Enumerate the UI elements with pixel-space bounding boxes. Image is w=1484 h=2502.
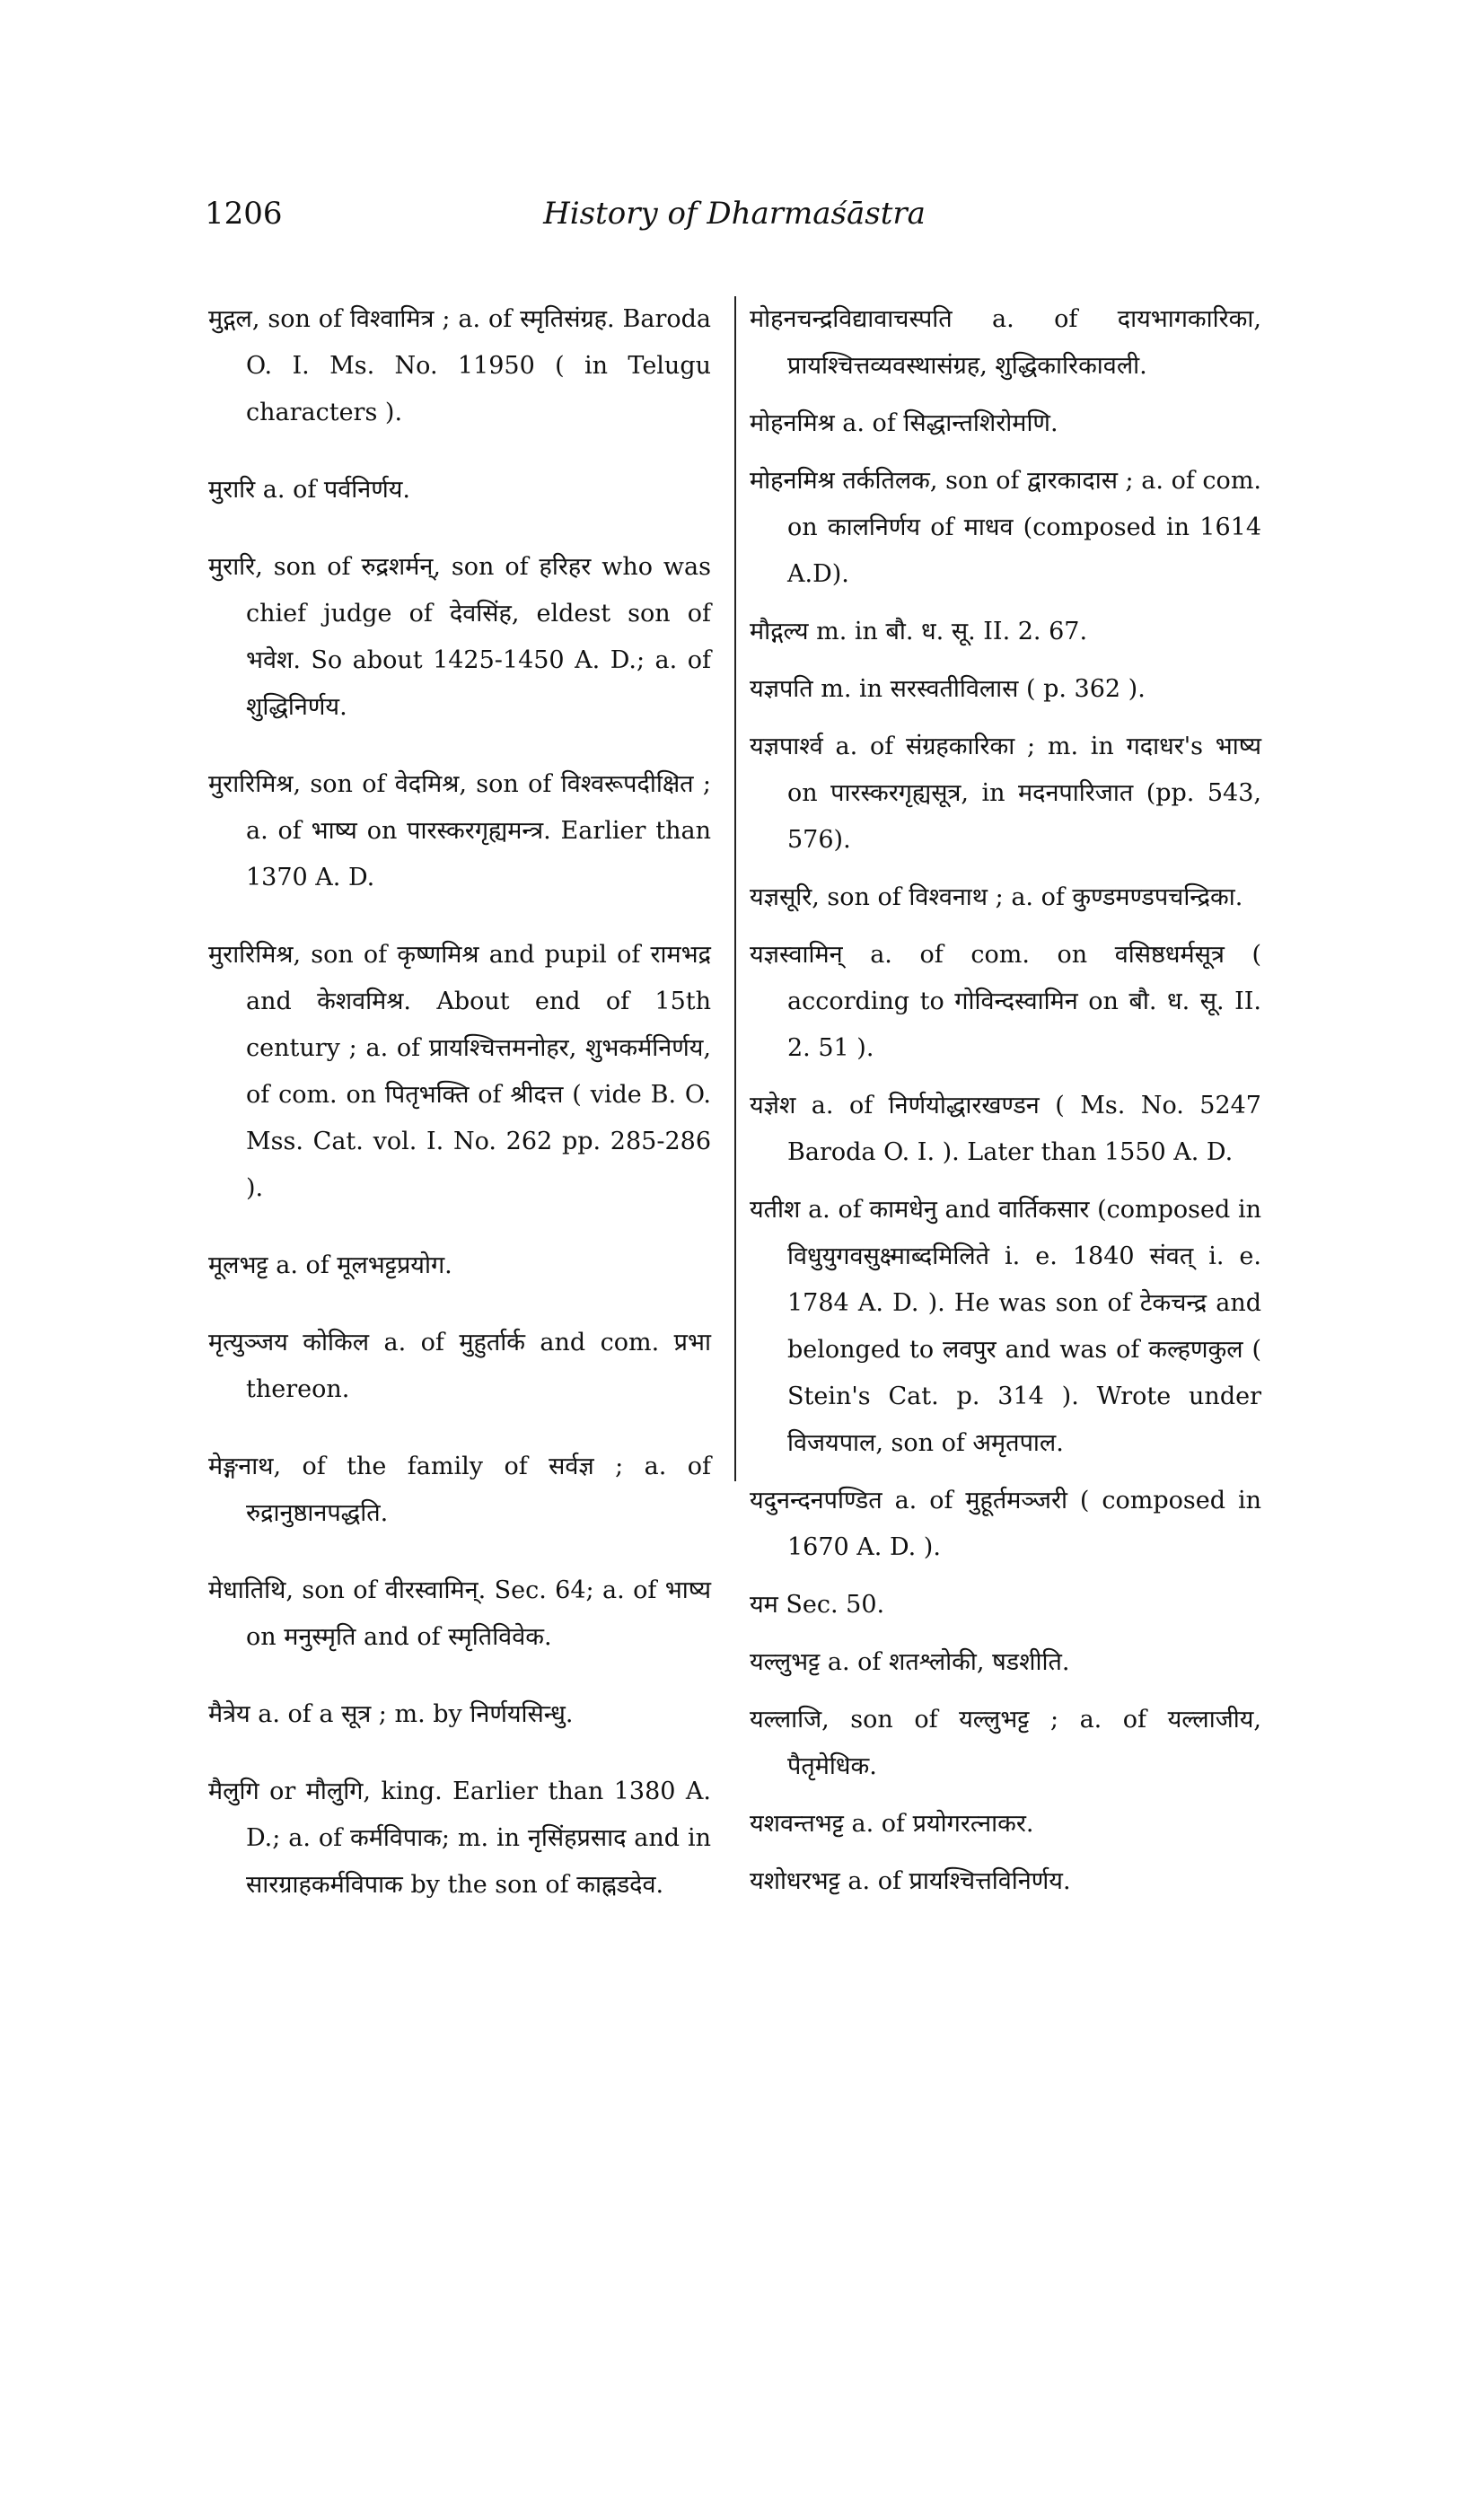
index-entry: मुरारि a. of पर्वनिर्णय.: [208, 476, 410, 504]
index-entry: मुरारिमिश्र, son of कृष्णमिश्र and pupil of रामभद्र and केशवमिश्र. About end of 15th century ; a. of प्रायश्चित्तमनोहर, शुभकर्मनिर्णय, of com. on पितृभक्ति of श्रीदत्त ( vide B. O. Mss. Cat. vol. I. No. 262 pp. 285-286 ).: [208, 941, 711, 1202]
index-entry: यज्ञेश a. of निर्णयोद्धारखण्डन ( Ms. No. 5247 Baroda O. I. ). Later than 1550 A. D.: [750, 1092, 1261, 1166]
index-entry: यतीश a. of कामधेनु and वार्तिकसार (composed in विधुयुगवसुक्ष्माब्दमिलिते i. e. 1840 संवत् i. e. 1784 A. D. ). He was son of टेकचन्द्र and belonged to लवपुर and was of कल्हणकुल ( Stein's Cat. p. 314 ). Wrote under विजयपाल, son of अमृतपाल.: [750, 1196, 1261, 1457]
page-number: 1206: [205, 196, 283, 232]
index-entry: यशवन्तभट्ट a. of प्रयोगरत्नाकर.: [750, 1810, 1034, 1838]
index-entry: मेधातिथि, son of वीरस्वामिन्. Sec. 64; a. of भाष्य on मनुस्मृति and of स्मृतिविवेक.: [208, 1576, 711, 1651]
index-entry: यज्ञपार्श्व a. of संग्रहकारिका ; m. in गदाधर's भाष्य on पारस्करगृह्यसूत्र, in मदनपारिजात (pp. 543, 576).: [750, 733, 1261, 854]
index-entry: यल्लाजि, son of यल्लुभट्ट ; a. of यल्लाजीय, पैतृमेधिक.: [750, 1706, 1261, 1780]
index-entry: यज्ञपति m. in सरस्वतीविलास ( p. 362 ).: [750, 675, 1146, 703]
left-column: [208, 296, 711, 1939]
index-entry: मोहनचन्द्रविद्यावाचस्पति a. of दायभागकारिका, प्रायश्चित्तव्यवस्थासंग्रह, शुद्धिकारिकावली.: [750, 305, 1261, 380]
page-header: [205, 196, 1264, 241]
index-entry: मेङ्गनाथ, of the family of सर्वज्ञ ; a. of रुद्रानुष्ठानपद्धति.: [208, 1453, 711, 1527]
index-entry: मैत्रेय a. of a सूत्र ; m. by निर्णयसिन्धु.: [208, 1700, 574, 1728]
index-entry: मुरारिमिश्र, son of वेदमिश्र, son of विश्वरूपदीक्षित ; a. of भाष्य on पारस्करगृह्यमन्त्र. Earlier than 1370 A. D.: [208, 770, 711, 891]
index-entry: यज्ञस्वामिन् a. of com. on वसिष्ठधर्मसूत्र ( according to गोविन्दस्वामिन on बौ. ध. सू. II. 2. 51 ).: [750, 941, 1261, 1062]
index-entry: मृत्युञ्जय कोकिल a. of मुहुर्तार्क and com. प्रभा thereon.: [208, 1329, 711, 1403]
index-entry: मैलुगि or मौलुगि, king. Earlier than 1380 A. D.; a. of कर्मविपाक; m. in नृसिंहप्रसाद and in सारग्राहकर्मविपाक by the son of काह्नडदेव.: [208, 1778, 711, 1899]
index-entry: मुरारि, son of रुद्रशर्मन्, son of हरिहर who was chief judge of देवसिंह, eldest son of भवेश. So about 1425-1450 A. D.; a. of शुद्धिनिर्णय.: [208, 553, 711, 721]
index-entry: यशोधरभट्ट a. of प्रायश्चित्तविनिर्णय.: [750, 1867, 1071, 1895]
index-entry: मोहनमिश्र तर्कतिलक, son of द्वारकादास ; a. of com. on कालनिर्णय of माधव (composed in 1614 A.D).: [750, 467, 1261, 588]
index-entry: यम Sec. 50.: [750, 1591, 885, 1619]
index-entry: मौद्गल्य m. in बौ. ध. सू. II. 2. 67.: [750, 618, 1088, 645]
index-entry: मोहनमिश्र a. of सिद्धान्तशिरोमणि.: [750, 409, 1058, 437]
index-entry: मुद्गल, son of विश्वामित्र ; a. of स्मृतिसंग्रह. Baroda O. I. Ms. No. 11950 ( in Telugu characters ).: [208, 305, 711, 426]
index-entry: यल्लुभट्ट a. of शतश्लोकी, षडशीति.: [750, 1648, 1070, 1676]
right-column: [750, 296, 1261, 1916]
index-entry: मूलभट्ट a. of मूलभट्टप्रयोग.: [208, 1251, 452, 1279]
index-entry: यज्ञसूरि, son of विश्वनाथ ; a. of कुण्डमण्डपचन्द्रिका.: [750, 883, 1243, 911]
index-entry: यदुनन्दनपण्डित a. of मुहूर्तमञ्जरी ( composed in 1670 A. D. ).: [750, 1487, 1261, 1561]
column-divider: [734, 296, 736, 1481]
running-title: History of Dharmaśāstra: [543, 196, 926, 232]
